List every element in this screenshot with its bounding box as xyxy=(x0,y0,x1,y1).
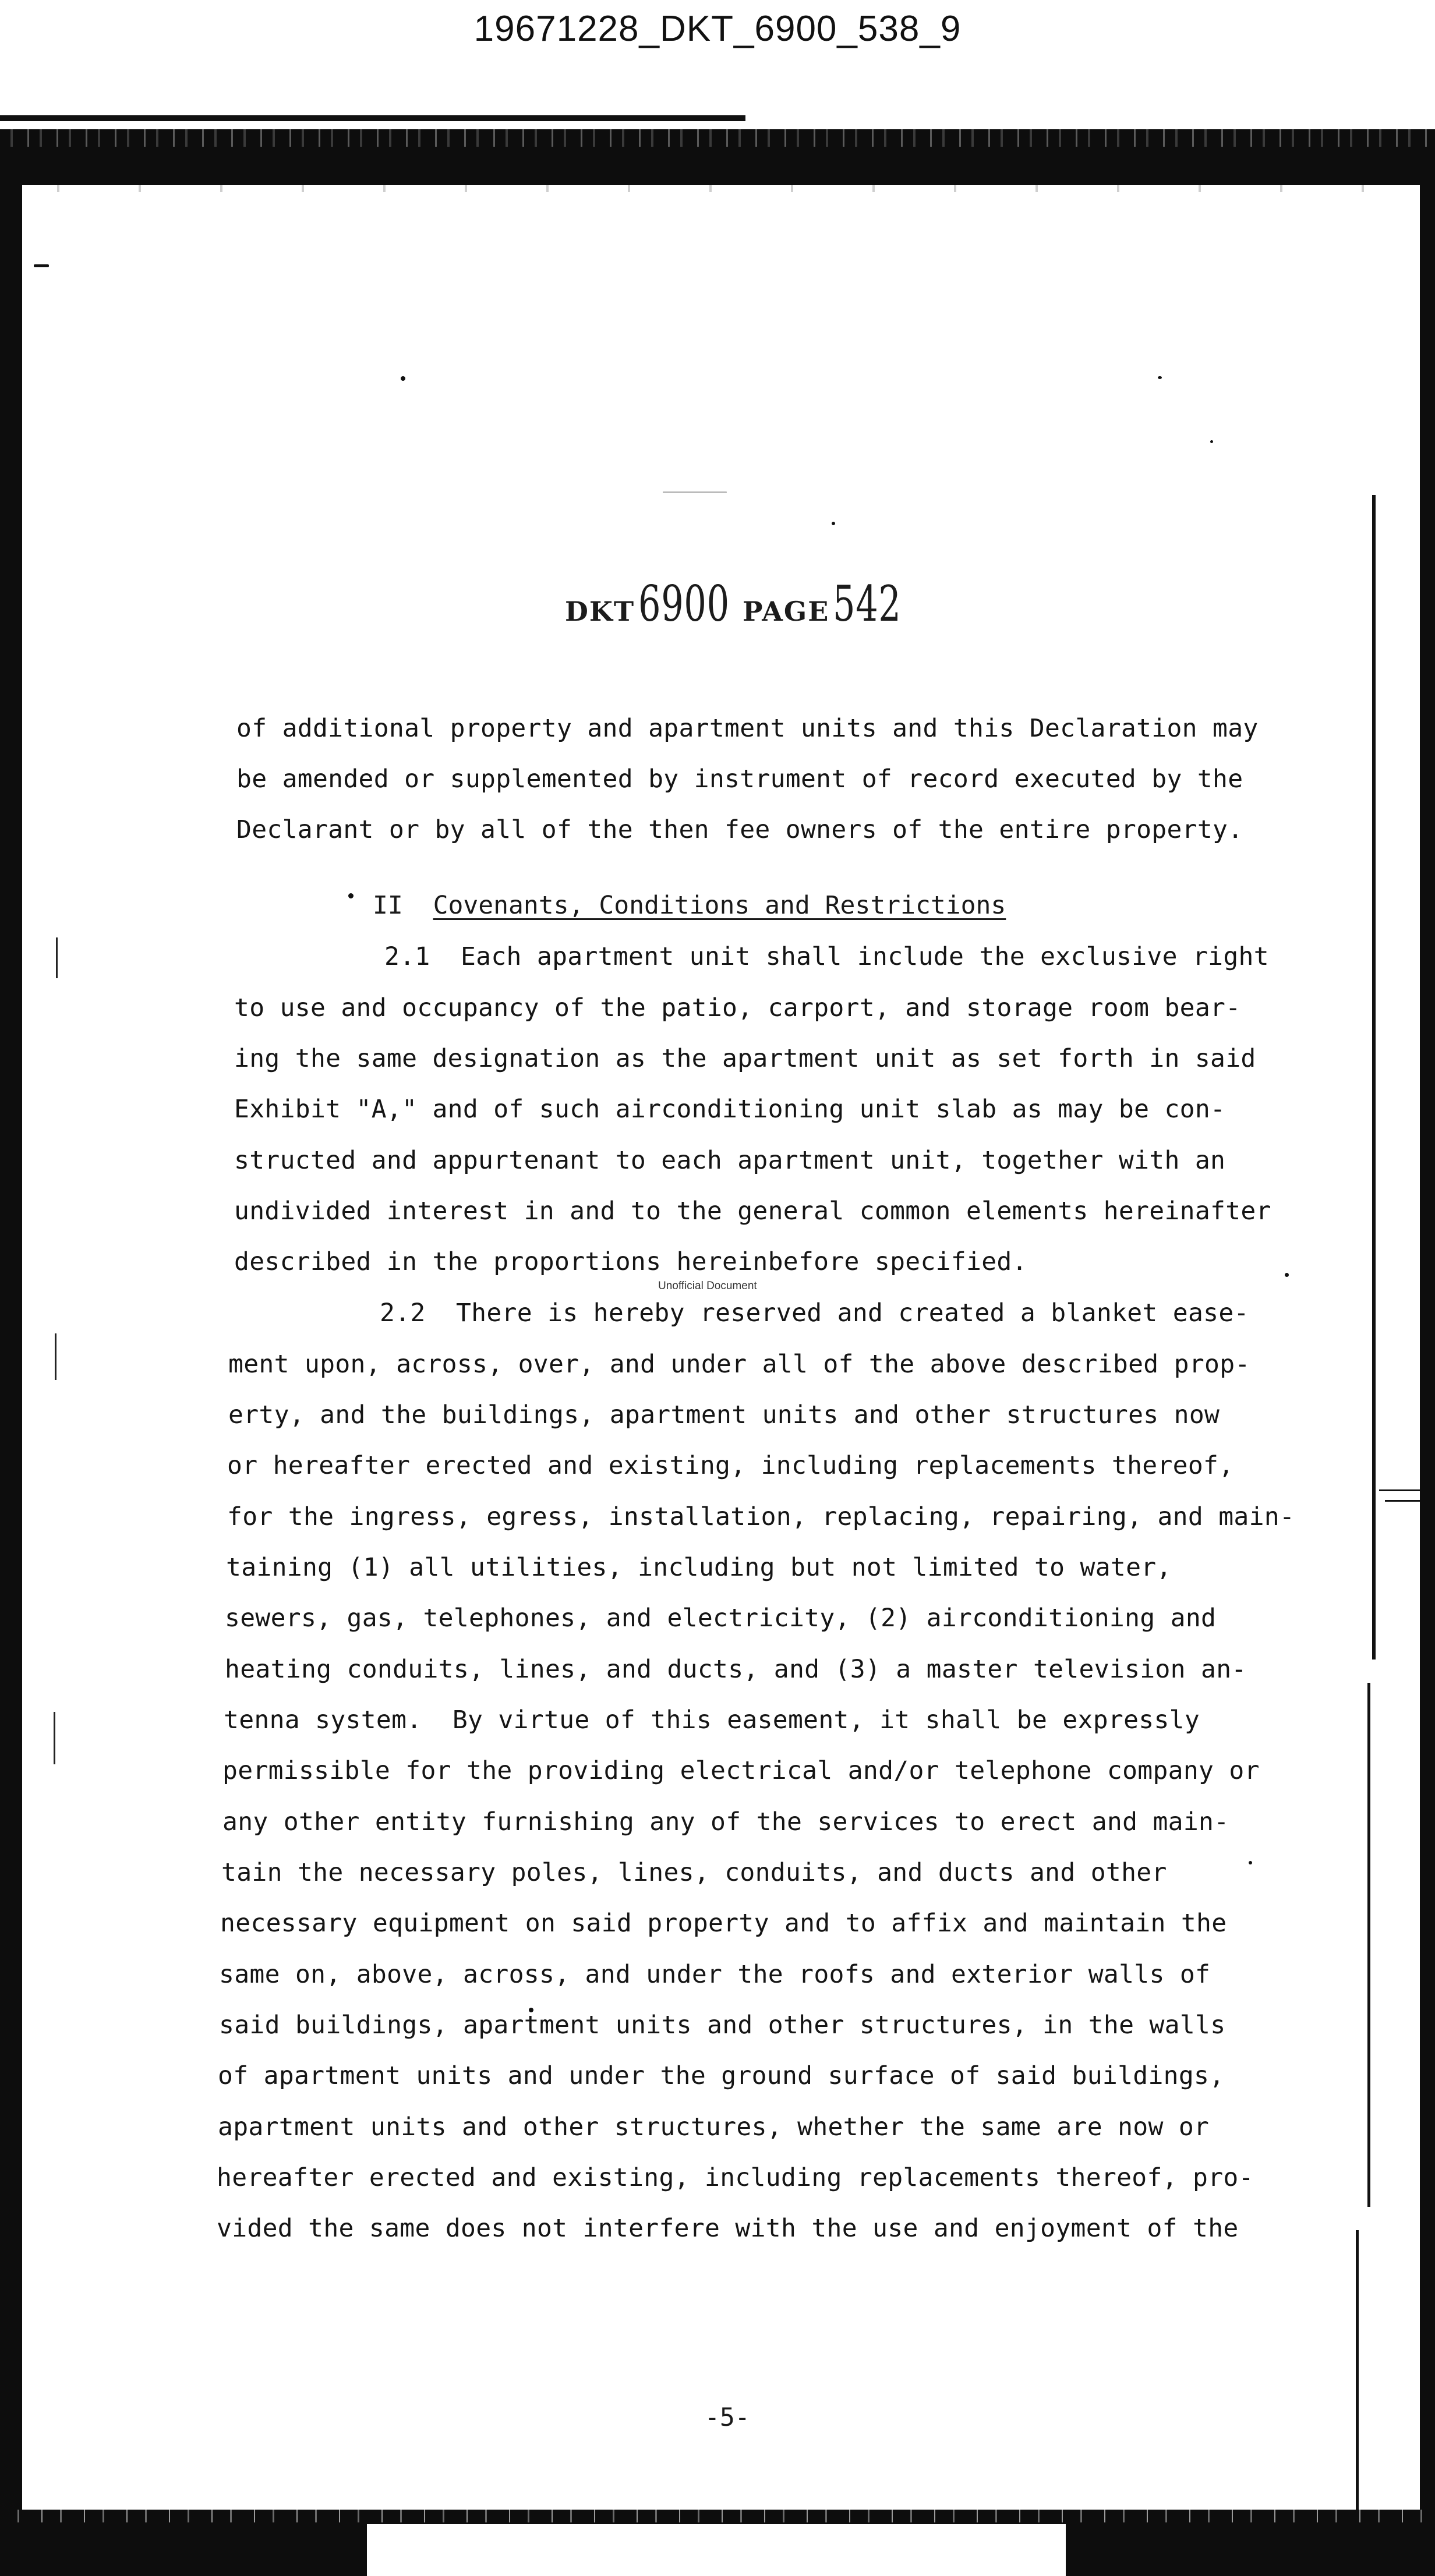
paragraph-2-1-line: 2.1 Each apartment unit shall include the exclusive right xyxy=(384,942,1269,971)
paragraph-2-2-line: apartment units and other structures, whether the same are now or xyxy=(218,2113,1210,2142)
paragraph-2-1-line: structed and appurtenant to each apartment unit, together with an xyxy=(234,1146,1226,1175)
body-line: Declarant or by all of the then fee owners of the entire property. xyxy=(236,815,1243,844)
paragraph-2-2-line: of apartment units and under the ground surface of said buildings, xyxy=(218,2061,1225,2090)
paragraph-2-2-line: or hereafter erected and existing, including replacements thereof, xyxy=(227,1451,1234,1480)
scan-white-block xyxy=(367,2524,1066,2576)
unofficial-document-watermark: Unofficial Document xyxy=(658,1280,757,1292)
dust-speck xyxy=(401,376,405,381)
recording-stamp xyxy=(565,575,928,632)
paragraph-2-2-line: taining (1) all utilities, including but not limited to water, xyxy=(226,1553,1172,1582)
section-title: Covenants, Conditions and Restrictions xyxy=(433,891,1006,920)
paragraph-2-1-line: undivided interest in and to the general common elements hereinafter xyxy=(234,1197,1271,1226)
paragraph-2-2-line: for the ingress, egress, installation, replacing, repairing, and main- xyxy=(227,1502,1295,1531)
paragraph-2-2-line: heating conduits, lines, and ducts, and (3) a master television an- xyxy=(225,1655,1247,1684)
right-margin-rule xyxy=(1372,495,1376,1659)
section-heading xyxy=(373,891,1006,920)
page-number: -5- xyxy=(705,2403,750,2432)
paragraph-2-2-line: hereafter erected and existing, including replacements thereof, pro- xyxy=(217,2163,1254,2192)
stamp-book-prefix: DKT xyxy=(565,596,635,627)
dust-speck xyxy=(832,522,835,525)
dust-speck xyxy=(1285,1273,1289,1277)
paragraph-2-1-line: Exhibit "A," and of such airconditioning unit slab as may be con- xyxy=(234,1095,1226,1124)
left-margin-mark xyxy=(55,1333,56,1380)
paragraph-2-2-line: necessary equipment on said property and to affix and maintain the xyxy=(220,1909,1227,1938)
paragraph-2-1-line: to use and occupancy of the patio, carport, and storage room bear- xyxy=(234,993,1241,1022)
paragraph-2-1-line: ing the same designation as the apartment unit as set forth in said xyxy=(234,1044,1256,1073)
paragraph-2-1-line: described in the proportions hereinbefore specified. xyxy=(234,1247,1027,1276)
dust-speck xyxy=(1210,440,1213,443)
left-margin-mark xyxy=(56,937,58,978)
scan-noise-bottom xyxy=(0,2510,1435,2522)
dust-speck xyxy=(348,893,354,898)
section-number: II xyxy=(373,891,403,920)
dust-speck xyxy=(1249,1861,1252,1864)
right-margin-tick xyxy=(1385,1500,1420,1502)
dust-speck xyxy=(663,491,727,493)
paragraph-2-2-line: erty, and the buildings, apartment units and other structures now xyxy=(228,1400,1220,1429)
right-margin-rule xyxy=(1356,2230,1359,2510)
paragraph-2-2-line: vided the same does not interfere with the use and enjoyment of the xyxy=(217,2214,1239,2243)
top-rule xyxy=(0,115,745,121)
paragraph-2-2-line: any other entity furnishing any of the services to erect and main- xyxy=(222,1807,1229,1837)
paragraph-2-2-line: sewers, gas, telephones, and electricity, (2) airconditioning and xyxy=(225,1604,1217,1633)
paragraph-2-2-line: ment upon, across, over, and under all of the above described prop- xyxy=(228,1350,1250,1379)
body-line: of additional property and apartment units and this Declaration may xyxy=(236,714,1259,743)
paragraph-2-2-line: tenna system. By virtue of this easement, it shall be expressly xyxy=(224,1705,1200,1735)
stamp-book-number: 6900 xyxy=(638,575,730,632)
left-margin-mark xyxy=(54,1712,55,1764)
document-id: 19671228_DKT_6900_538_9 xyxy=(473,9,962,49)
stamp-page-number: 542 xyxy=(833,575,902,632)
paragraph-2-2-line: tain the necessary poles, lines, conduits, and ducts and other xyxy=(221,1858,1167,1887)
paragraph-2-2-line: same on, above, across, and under the roofs and exterior walls of xyxy=(219,1960,1211,1989)
right-margin-tick xyxy=(1379,1489,1420,1491)
paragraph-2-2-line: said buildings, apartment units and other structures, in the walls xyxy=(219,2011,1226,2040)
paragraph-2-2-line: permissible for the providing electrical and/or telephone company or xyxy=(222,1756,1260,1785)
stamp-page-prefix: PAGE xyxy=(742,596,830,627)
body-line: be amended or supplemented by instrument of record executed by the xyxy=(236,765,1243,794)
right-margin-rule xyxy=(1367,1683,1370,2207)
dust-speck xyxy=(1158,376,1162,379)
dust-speck xyxy=(34,264,49,267)
paragraph-2-2-line: 2.2 There is hereby reserved and created a blanket ease- xyxy=(380,1298,1249,1328)
scan-noise-top xyxy=(0,129,1435,147)
